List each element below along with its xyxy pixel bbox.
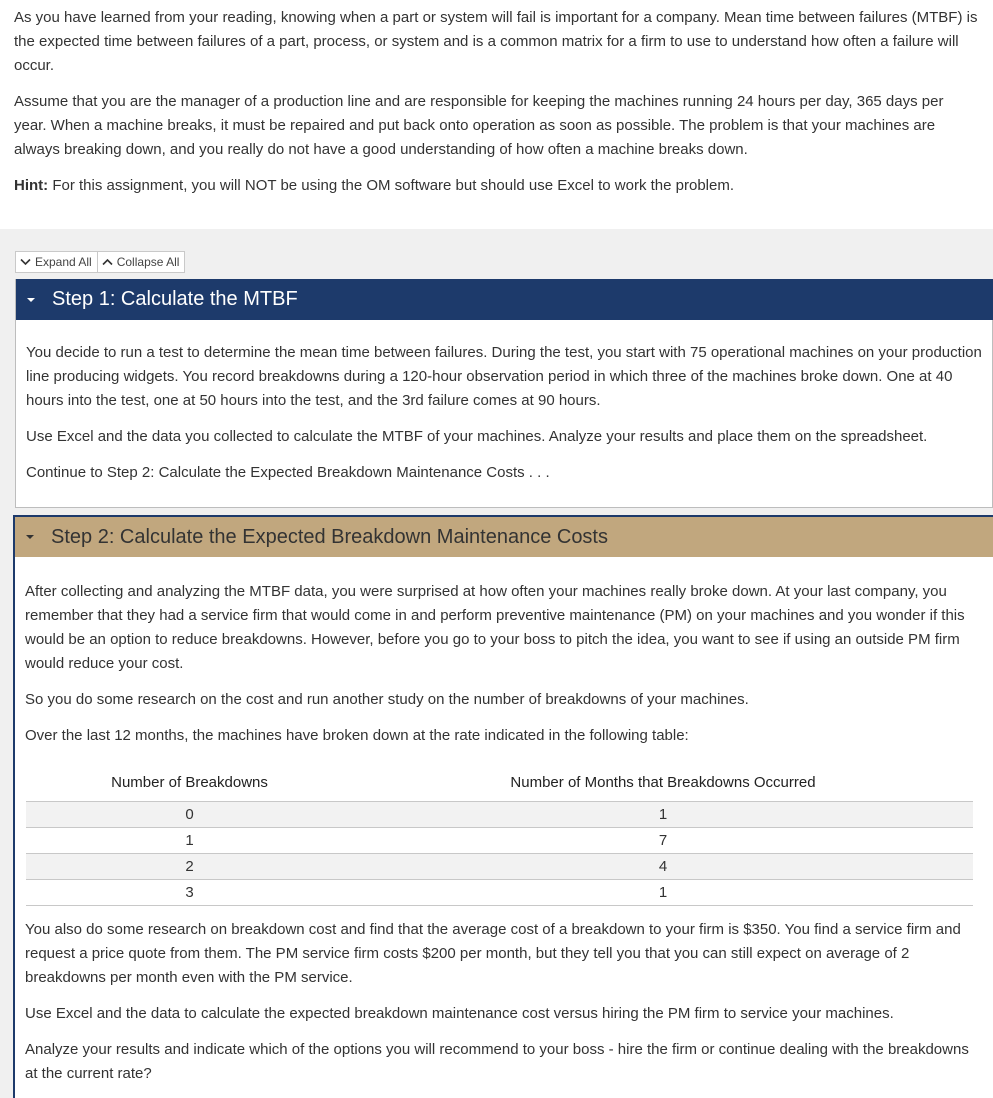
table-row	[26, 853, 973, 879]
hint-label: Hint:	[14, 177, 49, 194]
step2-paragraph-1: After collecting and analyzing the MTBF data, you were surprised at how often your machines really broke down. At your last company, you remember that they had a service firm that would come in and perform preventive maintenance (PM) on your machines and you wonder if this would be an option to reduce breakdowns. However, before you go to your boss to pitch the idea, you want to see if using an outside PM firm would reduce your cost.	[25, 583, 965, 672]
chevron-up-icon	[102, 258, 113, 266]
step1-header[interactable]	[16, 279, 993, 320]
step1-paragraph-3: Continue to Step 2: Calculate the Expected Breakdown Maintenance Costs . . .	[26, 464, 550, 481]
caret-down-icon	[21, 534, 39, 540]
table-row	[26, 879, 973, 905]
collapse-all-label: Collapse All	[116, 255, 180, 269]
hint-paragraph	[14, 174, 979, 198]
step2-paragraph-3: Over the last 12 months, the machines have broken down at the rate indicated in the following table:	[25, 727, 689, 744]
step2-paragraph-2: So you do some research on the cost and run another study on the number of breakdowns of your machines.	[25, 691, 749, 708]
table-cell: 1	[26, 827, 353, 853]
table-cell: 1	[353, 801, 973, 827]
step2-title: Step 2: Calculate the Expected Breakdown Maintenance Costs	[51, 525, 608, 548]
step2-paragraph-6: Analyze your results and indicate which of the options you will recommend to your boss - hire the firm or continue dealing with the breakdowns at the current rate?	[25, 1041, 969, 1082]
table-row	[26, 801, 973, 827]
table-cell: 1	[353, 879, 973, 905]
step1-paragraph-1: You decide to run a test to determine the mean time between failures. During the test, you start with 75 operational machines on your production line producing widgets. You record breakdowns during a 120-hour observation period in which three of the machines broke down. One at 40 hours into the test, one at 50 hours into the test, and the 3rd failure comes at 90 hours.	[26, 344, 982, 409]
header-number-of-months: Number of Months that Breakdowns Occurred	[510, 774, 816, 791]
step2-body-top	[25, 580, 983, 760]
step2-panel	[13, 515, 993, 1098]
step1-panel	[15, 279, 993, 508]
step2-paragraph-4: You also do some research on breakdown cost and find that the average cost of a breakdown to your firm is $350. You find a service firm and request a price quote from them. The PM service firm costs $200 per month, but they tell you that you can still expect on average of 2 breakdowns per month even with the PM service.	[25, 921, 961, 986]
intro-paragraph-1: As you have learned from your reading, knowing when a part or system will fail is important for a company. Mean time between failures (MTBF) is the expected time between failures of a part, process, or system and is a common matrix for a firm to use to understand how often a failure will occur.	[14, 9, 978, 74]
collapse-all-button[interactable]	[98, 251, 186, 273]
step1-title: Step 1: Calculate the MTBF	[52, 288, 298, 310]
step2-paragraph-5: Use Excel and the data to calculate the expected breakdown maintenance cost versus hiring the PM firm to service your machines.	[25, 1005, 894, 1022]
table-row	[26, 827, 973, 853]
table-header-row	[26, 771, 973, 801]
chevron-down-icon	[20, 258, 31, 266]
accordion-toolbar	[15, 251, 185, 273]
table-cell: 3	[26, 879, 353, 905]
table-cell: 0	[26, 801, 353, 827]
table-cell: 7	[353, 827, 973, 853]
step2-header[interactable]	[15, 517, 993, 557]
breakdown-table	[26, 771, 973, 906]
hint-text: For this assignment, you will NOT be using the OM software but should use Excel to work the problem.	[48, 177, 735, 194]
table-cell: 4	[353, 853, 973, 879]
expand-all-button[interactable]	[15, 251, 98, 273]
step1-body	[26, 341, 984, 497]
step1-paragraph-2: Use Excel and the data you collected to calculate the MTBF of your machines. Analyze your results and place them on the spreadsheet.	[26, 428, 928, 445]
intro-paragraph-2: Assume that you are the manager of a production line and are responsible for keeping the machines running 24 hours per day, 365 days per year. When a machine breaks, it must be repaired and put back onto operation as soon as possible. The problem is that your machines are always breaking down, and you really do not have a good understanding of how often a machine breaks down.	[14, 93, 944, 158]
header-number-of-breakdowns: Number of Breakdowns	[111, 774, 268, 791]
step2-body-bottom	[25, 918, 983, 1098]
intro-section	[0, 0, 993, 198]
expand-all-label: Expand All	[35, 255, 92, 269]
table-cell: 2	[26, 853, 353, 879]
caret-down-icon	[22, 297, 40, 303]
